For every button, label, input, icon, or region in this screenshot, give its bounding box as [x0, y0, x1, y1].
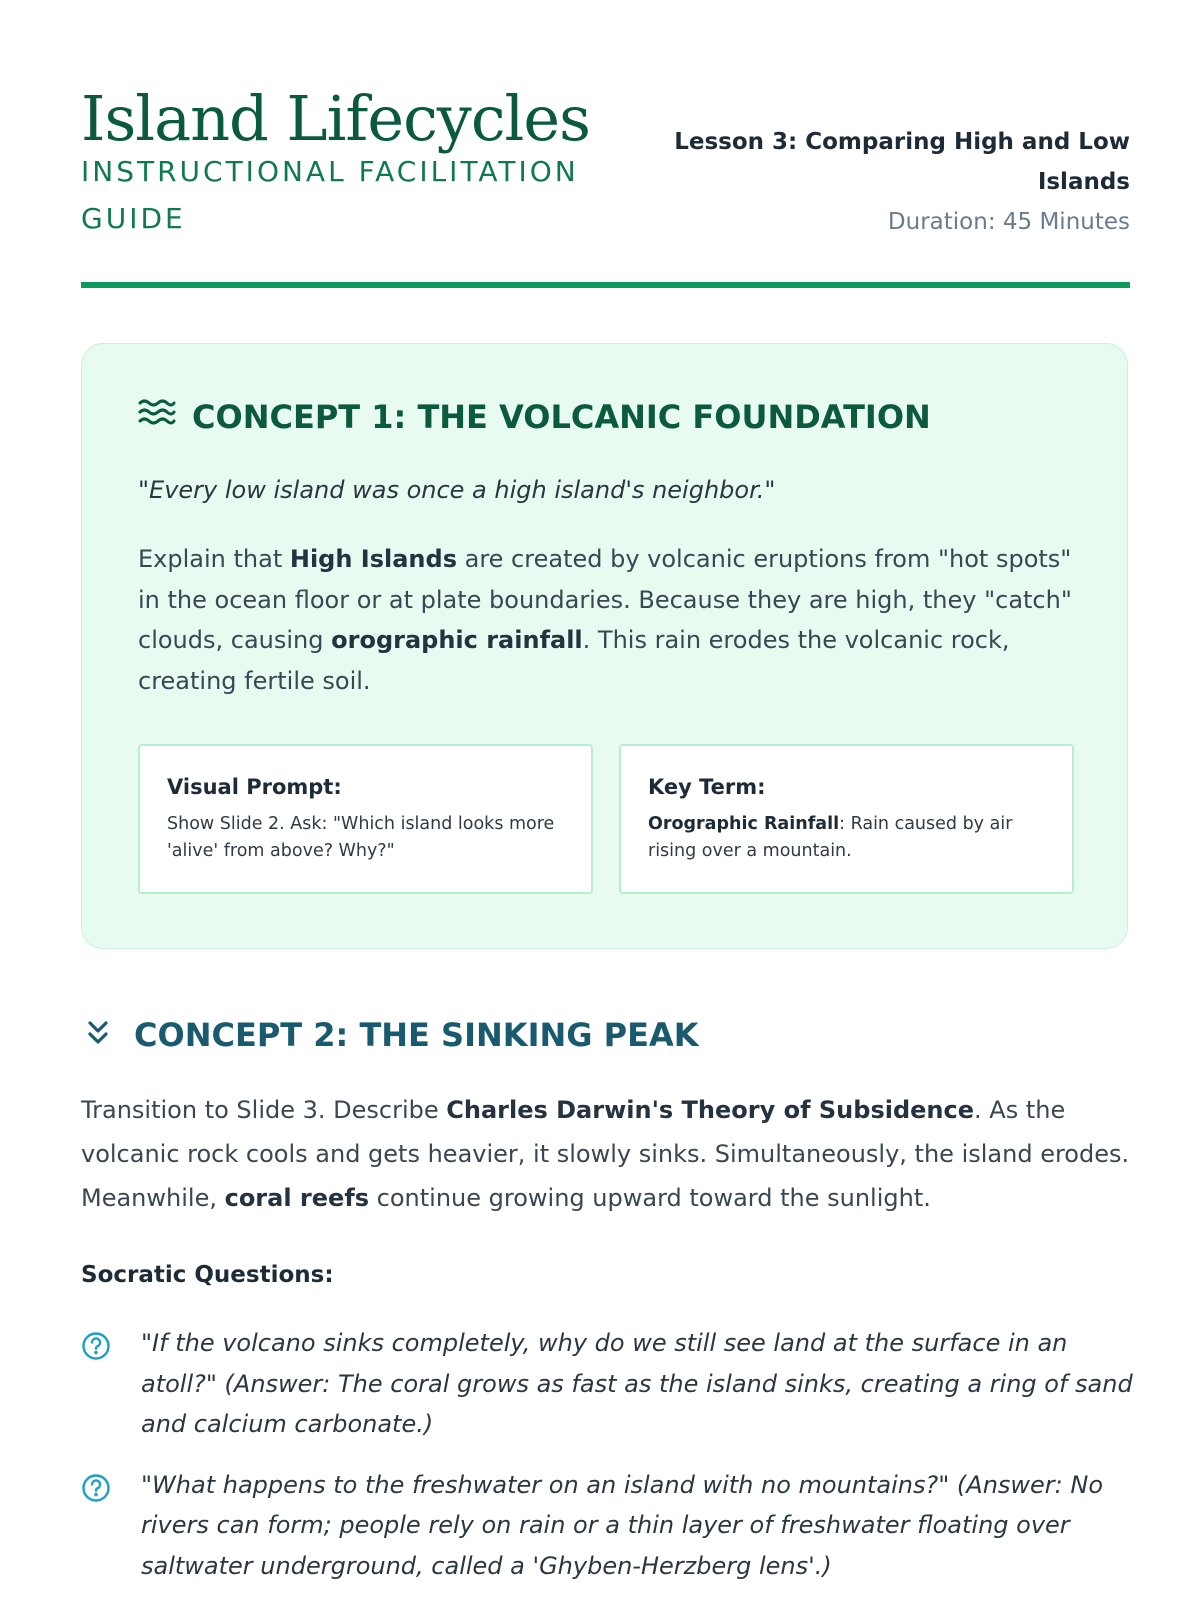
concept-2-body — [81, 1088, 1141, 1220]
key-term-definition: : Rain caused by air rising over a mountain. — [648, 814, 1013, 861]
key-term-name: Orographic Rainfall — [648, 814, 840, 834]
body-text: Explain that — [138, 545, 290, 573]
key-term-label: Key Term: — [648, 775, 766, 799]
concept-1-card — [81, 343, 1128, 949]
term-high-islands: High Islands — [289, 545, 457, 573]
visual-prompt-text: Show Slide 2. Ask: "Which island looks more 'alive' from above? Why?" — [167, 814, 555, 861]
chevrons-down-icon — [86, 1016, 110, 1054]
concept-1-quote: "Every low island was once a high island's neighbor." — [138, 476, 776, 504]
body-text: are created by volcanic eruptions from "hot spots" in the ocean floor or at plate boundaries. Because they are high, they "catch" clouds, causing — [138, 545, 1072, 654]
concept-1-title: CONCEPT 1: THE VOLCANIC FOUNDATION — [192, 398, 931, 436]
visual-prompt-label: Visual Prompt: — [167, 775, 342, 799]
question-text: "If the volcano sinks completely, why do we still see land at the surface in an atoll?" (Answer: The coral grows as fast as the island sinks, creating a ring of sand and calcium carbonate.) — [141, 1329, 1133, 1438]
concept-1-heading — [138, 398, 931, 436]
lesson-duration: Duration: 45 Minutes — [887, 209, 1130, 235]
page-title: Island Lifecycles — [81, 82, 590, 155]
list-item — [81, 1323, 1141, 1445]
body-text: continue growing upward toward the sunlight. — [369, 1184, 931, 1212]
body-text: . As the volcanic rock cools and gets heavier, it slowly sinks. Simultaneously, the island erodes. Meanwhile, — [81, 1096, 1130, 1212]
page-subtitle: INSTRUCTIONAL FACILITATION GUIDE — [81, 155, 579, 235]
concept-2-title: CONCEPT 2: THE SINKING PEAK — [134, 1016, 699, 1054]
term-coral-reefs: coral reefs — [224, 1184, 370, 1212]
visual-prompt-box — [138, 744, 593, 894]
key-term-text — [648, 811, 1046, 865]
question-circle-icon — [81, 1465, 141, 1507]
socratic-questions-list — [81, 1323, 1141, 1606]
list-item — [81, 1465, 1141, 1587]
header-divider — [81, 282, 1130, 288]
page-header — [81, 82, 1130, 292]
question-circle-icon — [81, 1323, 141, 1365]
concept-2-heading — [86, 1016, 699, 1054]
lesson-title: Lesson 3: Comparing High and Low Islands — [674, 129, 1130, 195]
term-orographic-rainfall: orographic rainfall — [331, 626, 583, 654]
body-text: . This rain erodes the volcanic rock, creating fertile soil. — [138, 626, 1010, 695]
waves-icon — [138, 398, 176, 436]
lesson-info — [660, 122, 1130, 242]
socratic-questions-label: Socratic Questions: — [81, 1262, 334, 1288]
concept-1-body — [138, 539, 1073, 701]
key-term-box — [619, 744, 1074, 894]
term-theory-of-subsidence: Charles Darwin's Theory of Subsidence — [446, 1096, 975, 1124]
question-text: "What happens to the freshwater on an island with no mountains?" (Answer: No rivers can form; people rely on rain or a thin layer of freshwater floating over saltwater underground, called a 'Ghyben-Herzberg lens'.) — [141, 1470, 1104, 1580]
body-text: Transition to Slide 3. Describe — [81, 1096, 447, 1124]
